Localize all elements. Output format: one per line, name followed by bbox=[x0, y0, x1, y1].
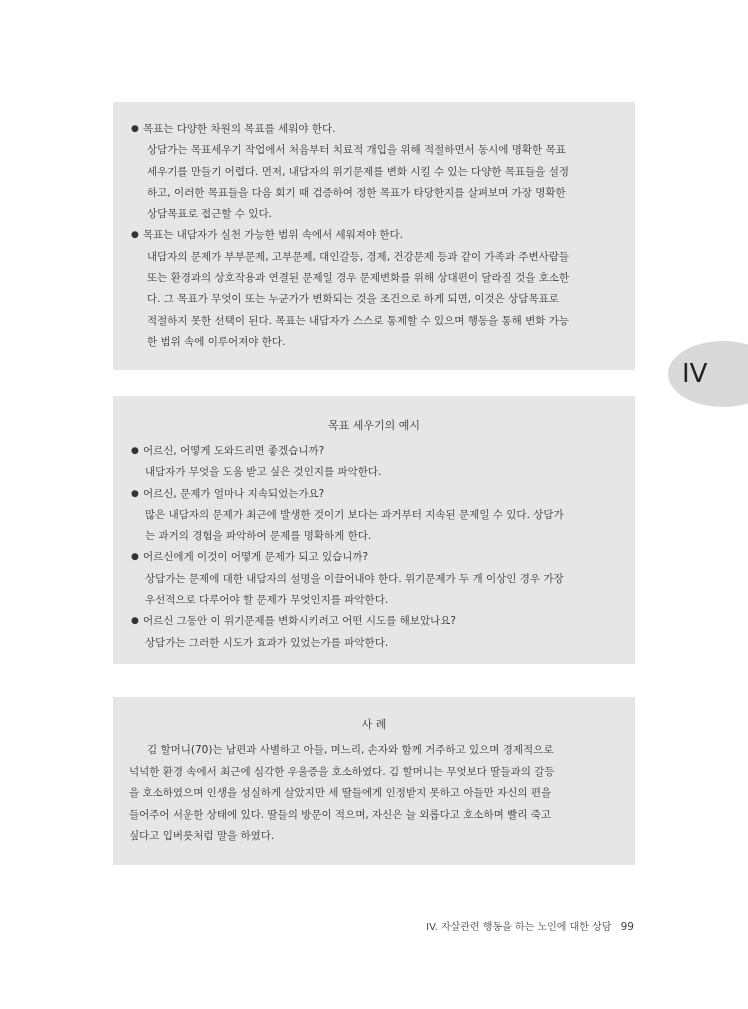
case-box bbox=[113, 697, 635, 865]
goals-box bbox=[113, 102, 635, 370]
example-box bbox=[113, 396, 635, 664]
example-answer-line: 는 과거의 경험을 파악하여 문제를 명확하게 한다. bbox=[145, 530, 372, 543]
goal-item-heading bbox=[131, 225, 617, 246]
example-answer-line: 내담자가 무엇을 도움 받고 싶은 것인지를 파악한다. bbox=[145, 466, 382, 479]
question-text: 어르신, 어떻게 도와드리면 좋겠습니까? bbox=[143, 445, 325, 457]
example-question bbox=[131, 441, 617, 462]
question-text: 어르신에게 이것이 어떻게 문제가 되고 있습니까? bbox=[143, 551, 369, 564]
case-line: 넉넉한 환경 속에서 최근에 심각한 우울증을 호소하였다. 김 할머니는 무엇보다 딸들과의 갈등 bbox=[129, 765, 555, 778]
bullet-icon: ● bbox=[131, 446, 139, 456]
goal-body-line: 상담목표로 접근할 수 있다. bbox=[147, 208, 272, 221]
example-question bbox=[131, 547, 617, 568]
goal-heading: 목표는 내담자가 실천 가능한 범위 속에서 세워져야 한다. bbox=[143, 229, 403, 242]
case-line: 들어주어 서운한 상태에 있다. 딸들의 방문이 적으며, 자신은 늘 외롭다고 호소하며 빨리 죽고 bbox=[129, 808, 552, 821]
example-answer-line: 많은 내담자의 문제가 최근에 발생한 것이기 보다는 과거부터 지속된 문제일 수 있다. 상담가 bbox=[145, 508, 564, 521]
page-footer bbox=[426, 918, 634, 933]
example-answer-line: 우선적으로 다루어야 할 문제가 무엇인지를 파악한다. bbox=[145, 594, 389, 607]
example-answer-line: 상담가는 문제에 대한 내담자의 설명을 이끌어내야 한다. 위기문제가 두 개 이상인 경우 가장 bbox=[145, 572, 564, 585]
example-title: 목표 세우기의 예시 bbox=[327, 419, 420, 432]
example-answer-line: 상담가는 그러한 시도가 효과가 있었는가를 파악한다. bbox=[145, 636, 389, 649]
page-number: 99 bbox=[620, 921, 634, 933]
question-text: 어르신 그동안 이 위기문제를 변화시키려고 어떤 시도를 해보았나요? bbox=[143, 615, 456, 628]
chapter-title: IV. 자살관련 행동을 하는 노인에 대한 상담 bbox=[426, 922, 612, 933]
example-question bbox=[131, 484, 617, 505]
question-text: 어르신, 문제가 얼마나 지속되었는가요? bbox=[143, 487, 325, 500]
goal-heading: 목표는 다양한 차원의 목표를 세워야 한다. bbox=[143, 123, 336, 135]
goal-item-heading bbox=[131, 119, 617, 140]
bullet-icon: ● bbox=[131, 552, 139, 563]
goal-body-line: 상담가는 목표세우기 작업에서 처음부터 치료적 개입을 위해 적절하면서 동시에 명확한 목표 bbox=[147, 144, 566, 157]
case-line: 을 호소하였으며 인생을 성실하게 살았지만 세 딸들에게 인정받지 못하고 아들만 자신의 편을 bbox=[129, 787, 552, 800]
goal-body-line: 적절하지 못한 선택이 된다. 목표는 내담자가 스스로 통제할 수 있으며 행동을 통해 변화 가능 bbox=[147, 314, 570, 327]
case-title: 사 례 bbox=[361, 718, 387, 731]
case-line: 싶다고 입버릇처럼 말을 하였다. bbox=[129, 830, 275, 843]
goal-body-line: 다. 그 목표가 무엇이 또는 누군가가 변화되는 것을 조건으로 하게 되면, 이것은 상담목표로 bbox=[147, 293, 559, 306]
goal-body-line: 내담자의 문제가 부부문제, 고부문제, 대인갈등, 경제, 건강문제 등과 같이 가족과 주변사람들 bbox=[147, 250, 570, 263]
case-line: 김 할머니(70)는 남편과 사별하고 아들, 며느리, 손자와 함께 거주하고 있으며 경제적으로 bbox=[147, 744, 554, 756]
goal-body-line: 세우기를 만들기 어렵다. 먼저, 내담자의 위기문제를 변화 시킬 수 있는 다양한 목표들을 설정 bbox=[147, 165, 570, 178]
example-question bbox=[131, 611, 617, 632]
goal-body-line: 또는 환경과의 상호작용과 연결된 문제일 경우 문제변화를 위해 상대편이 달라질 것을 호소한 bbox=[147, 272, 570, 285]
section-tab: IV bbox=[668, 341, 748, 407]
bullet-icon: ● bbox=[131, 488, 139, 499]
goal-body-line: 하고, 이러한 목표들을 다음 회기 때 검증하여 정한 목표가 타당한지를 살펴보며 가장 명확한 bbox=[147, 186, 566, 199]
bullet-icon: ● bbox=[131, 230, 139, 241]
bullet-icon: ● bbox=[131, 124, 139, 134]
bullet-icon: ● bbox=[131, 616, 139, 627]
goal-body-line: 한 범위 속에 이루어져야 한다. bbox=[147, 335, 286, 348]
